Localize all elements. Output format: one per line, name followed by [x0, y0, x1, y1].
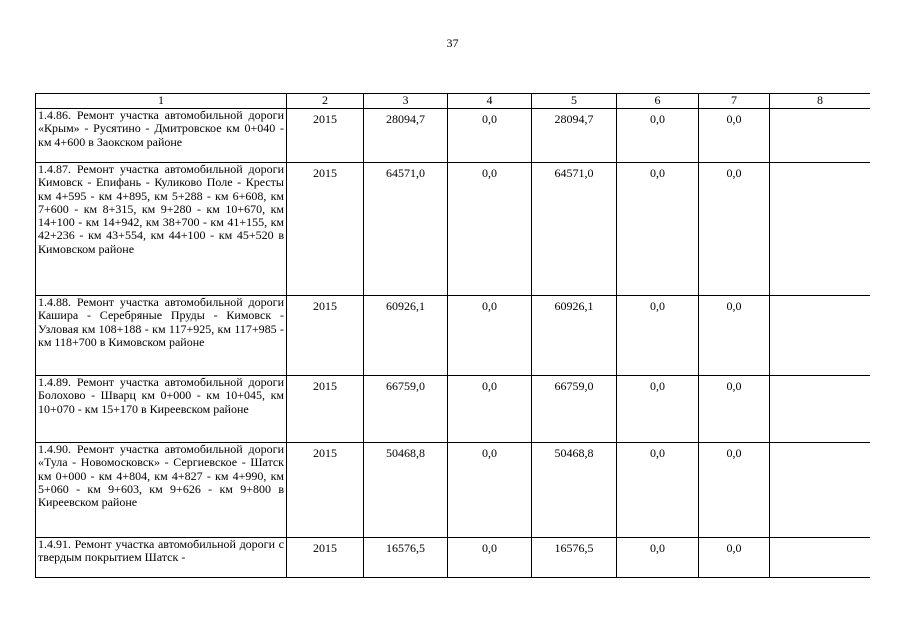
row-col5: 60926,1: [532, 296, 617, 376]
row-col3: 50468,8: [364, 443, 448, 538]
row-col3: 16576,5: [364, 538, 448, 578]
row-description: 1.4.86. Ремонт участка автомобильной дороги «Крым» - Русятино - Дмитровское км 0+040 - км 4+600 в Заокском районе: [36, 109, 287, 163]
column-header: 3: [364, 94, 448, 109]
table-row: [36, 296, 871, 376]
row-col4: 0,0: [448, 163, 532, 296]
row-col4: 0,0: [448, 296, 532, 376]
row-col3: 64571,0: [364, 163, 448, 296]
row-col7: 0,0: [699, 163, 770, 296]
page-number: 37: [446, 36, 459, 50]
row-year: 2015: [287, 296, 364, 376]
row-description: 1.4.88. Ремонт участка автомобильной дороги Кашира - Серебряные Пруды - Кимовск - Узловая км 108+188 - км 117+925, км 117+985 - км 118+700 в Кимовском районе: [36, 296, 287, 376]
row-col7: 0,0: [699, 109, 770, 163]
table-row: [36, 443, 871, 538]
row-col7: 0,0: [699, 443, 770, 538]
column-header: 2: [287, 94, 364, 109]
row-col8: [770, 376, 871, 443]
row-col3: 66759,0: [364, 376, 448, 443]
row-col6: 0,0: [617, 163, 699, 296]
row-col3: 28094,7: [364, 109, 448, 163]
row-col8: [770, 163, 871, 296]
row-col5: 66759,0: [532, 376, 617, 443]
row-col6: 0,0: [617, 296, 699, 376]
row-col5: 50468,8: [532, 443, 617, 538]
row-col7: 0,0: [699, 538, 770, 578]
table-container: [35, 93, 870, 640]
column-header: 7: [699, 94, 770, 109]
row-col8: [770, 109, 871, 163]
row-col8: [770, 443, 871, 538]
table-row: [36, 376, 871, 443]
row-description: 1.4.90. Ремонт участка автомобильной дороги «Тула - Новомосковск» - Сергиевское - Шатск км 0+000 - км 4+804, км 4+827 - км 4+990, км 5+060 - км 9+603, км 9+626 - км 9+800 в Киреевском районе: [36, 443, 287, 538]
row-col7: 0,0: [699, 296, 770, 376]
row-col6: 0,0: [617, 376, 699, 443]
row-description: 1.4.91. Ремонт участка автомобильной дороги с твердым покрытием Шатск -: [36, 538, 287, 578]
table-row: [36, 109, 871, 163]
row-col4: 0,0: [448, 443, 532, 538]
column-header: 6: [617, 94, 699, 109]
header-row: [36, 94, 871, 109]
table-row: [36, 538, 871, 578]
row-col6: 0,0: [617, 538, 699, 578]
row-col8: [770, 296, 871, 376]
row-col4: 0,0: [448, 538, 532, 578]
row-year: 2015: [287, 376, 364, 443]
row-description: 1.4.89. Ремонт участка автомобильной дороги Болохово - Шварц км 0+000 - км 10+045, км 10+070 - км 15+170 в Киреевском районе: [36, 376, 287, 443]
row-col5: 64571,0: [532, 163, 617, 296]
row-year: 2015: [287, 538, 364, 578]
column-header: 4: [448, 94, 532, 109]
row-col6: 0,0: [617, 443, 699, 538]
table-row: [36, 163, 871, 296]
row-year: 2015: [287, 109, 364, 163]
row-col5: 28094,7: [532, 109, 617, 163]
column-header: 1: [36, 94, 287, 109]
row-col4: 0,0: [448, 376, 532, 443]
row-col3: 60926,1: [364, 296, 448, 376]
row-col5: 16576,5: [532, 538, 617, 578]
row-col8: [770, 538, 871, 578]
row-col6: 0,0: [617, 109, 699, 163]
row-year: 2015: [287, 163, 364, 296]
row-col7: 0,0: [699, 376, 770, 443]
column-header: 8: [770, 94, 871, 109]
row-description: 1.4.87. Ремонт участка автомобильной дороги Кимовск - Епифань - Куликово Поле - Кресты км 4+595 - км 4+895, км 5+288 - км 6+608, км 7+600 - км 8+315, км 9+280 - км 10+670, км 14+100 - км 14+942, км 38+700 - км 41+155, км 42+236 - км 43+554, км 44+100 - км 45+520 в Кимовском районе: [36, 163, 287, 296]
row-col4: 0,0: [448, 109, 532, 163]
program-table: [35, 93, 870, 578]
row-year: 2015: [287, 443, 364, 538]
column-header: 5: [532, 94, 617, 109]
